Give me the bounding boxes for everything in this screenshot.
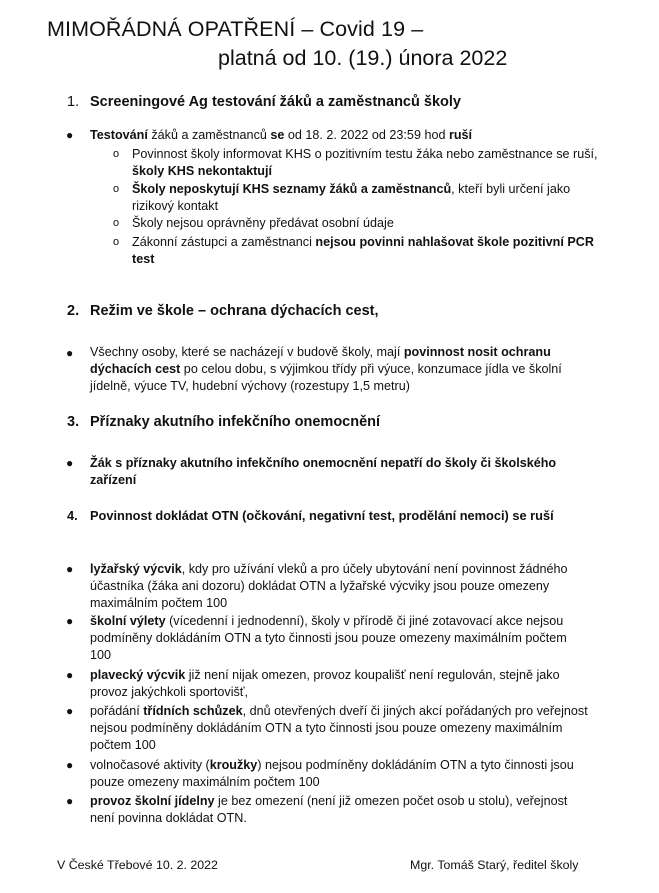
sub-bullet-circle: o <box>113 148 120 160</box>
bullet-dot: ● <box>66 456 74 470</box>
sub-bullet-circle: o <box>113 217 120 229</box>
s1-sub2: Školy neposkytují KHS seznamy žáků a zaměstnanců, kteří byli určení jako rizikový kontakt <box>132 182 571 213</box>
s4-item2: školní výlety (vícedenní i jednodenní), školy v přírodě či jiné zotavovací akce nejsou podmíněny dokládáním OTN a tyto činnosti jsou pouze omezeny maximálním počtem 100 <box>90 614 567 662</box>
s4-item5: volnočasové aktivity (kroužky) nejsou podmíněny dokládáním OTN a tyto činnosti jsou pouze omezeny maximálním počtem 100 <box>90 758 574 789</box>
s1-sub1: Povinnost školy informovat KHS o pozitivním testu žáka nebo zaměstnance se ruší, školy KHS nekontaktují <box>132 147 598 178</box>
section-2-number: 2. <box>67 303 80 319</box>
section-3-number: 3. <box>67 414 80 430</box>
section-4-heading: Povinnost dokládat OTN (očkování, negativní test, prodělání nemoci) se ruší <box>90 508 554 523</box>
bullet-dot: ● <box>66 128 74 142</box>
s1-sub3: Školy nejsou oprávněny předávat osobní údaje <box>132 216 394 230</box>
document-title-line1: MIMOŘÁDNÁ OPATŘENÍ – Covid 19 – <box>47 17 424 41</box>
bullet-dot: ● <box>66 758 74 772</box>
sub-bullet-circle: o <box>113 183 120 195</box>
sub-bullet-circle: o <box>113 236 120 248</box>
s1-sub4: Zákonní zástupci a zaměstnanci nejsou povinni nahlašovat škole pozitivní PCR test <box>132 235 594 266</box>
bullet-dot: ● <box>66 346 74 360</box>
s4-item6: provoz školní jídelny je bez omezení (není již omezen počet osob u stolu), veřejnost není povinna dokládat OTN. <box>90 794 568 825</box>
s4-item1: lyžařský výcvik, kdy pro užívání vleků a pro účely ubytování není povinnost žádného účastníka (žáka ani dozoru) dokládat OTN a lyžařské výcviky jsou pouze omezeny maximálním počtem 100 <box>90 562 568 610</box>
s4-item3: plavecký výcvik již není nijak omezen, provoz koupališť není regulován, stejně jako provoz jakýchkoli sportovišť, <box>90 668 560 699</box>
section-1-heading: Screeningové Ag testování žáků a zaměstnanců školy <box>90 94 461 110</box>
document-title-line2: platná od 10. (19.) února 2022 <box>218 46 508 70</box>
footer-signature: Mgr. Tomáš Starý, ředitel školy <box>410 858 579 872</box>
s1-bullet: Testování žáků a zaměstnanců se od 18. 2. 2022 od 23:59 hod ruší <box>90 128 473 142</box>
section-3-heading: Příznaky akutního infekčního onemocnění <box>90 414 381 430</box>
footer-place-date: V České Třebové 10. 2. 2022 <box>57 858 218 872</box>
section-1-number: 1. <box>67 94 80 110</box>
s4-item4: pořádání třídních schůzek, dnů otevřených dveří či jiných akcí pořádaných pro veřejnost nejsou podmíněny dokládáním OTN a tyto činnosti jsou pouze omezeny maximálním počtem 100 <box>90 704 588 752</box>
section-2-heading: Režim ve škole – ochrana dýchacích cest, <box>90 303 379 319</box>
bullet-dot: ● <box>66 704 74 718</box>
s3-bullet: Žák s příznaky akutního infekčního onemocnění nepatří do školy či školského zařízení <box>90 456 557 487</box>
section-4-number: 4. <box>67 508 78 523</box>
bullet-dot: ● <box>66 668 74 682</box>
bullet-dot: ● <box>66 614 74 628</box>
bullet-dot: ● <box>66 562 74 576</box>
bullet-dot: ● <box>66 794 74 808</box>
s2-bullet: Všechny osoby, které se nacházejí v budově školy, mají povinnost nosit ochranu dýchacích cest po celou dobu, s výjimkou třídy při výuce, konzumace jídla ve školní jídelně, výuce TV, hudební výchovy (rozestupy 1,5 metru) <box>90 345 562 393</box>
